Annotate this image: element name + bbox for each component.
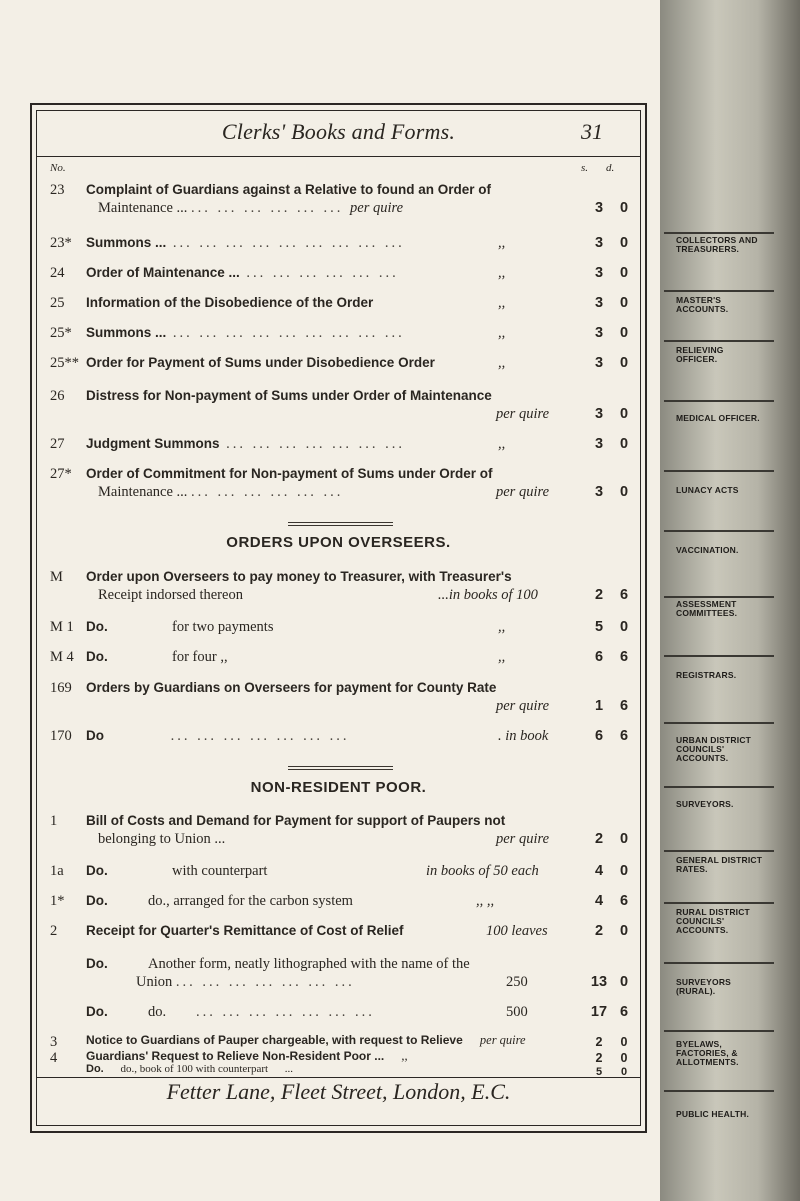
item-number: 25* [50,325,72,341]
item-title-cont: belonging to Union ... [98,831,226,847]
price-pence: 0 [619,974,629,990]
item-number: 23* [50,235,72,251]
item-title: Order of Commitment for Non-payment of Sums under Order of [86,466,493,481]
item-number: 25** [50,355,79,371]
tab-divider [664,470,774,472]
item-title: Do. [86,1004,108,1019]
price-shillings: 3 [594,355,604,371]
price-shillings: 3 [594,436,604,452]
tab-registrars[interactable]: REGISTRARS. [676,670,737,680]
item-qualifier: ,, [498,295,506,311]
price-shillings: 6 [594,649,604,665]
item-title: Receipt for Quarter's Remittance of Cost of Relief [86,923,404,938]
item-title: Complaint of Guardians against a Relative to found an Order of [86,182,492,197]
tab-byelaws[interactable]: BYELAWS, FACTORIES, & ALLOTMENTS. [676,1039,739,1067]
tab-divider [664,962,774,964]
tab-medical-officer[interactable]: MEDICAL OFFICER. [676,413,760,423]
item-qualifier: ,, [498,235,506,251]
tab-divider [664,232,774,234]
item-number: 24 [50,265,65,281]
tab-public-health[interactable]: PUBLIC HEALTH. [676,1109,749,1119]
price-pence: 6 [619,893,629,909]
item-title: Guardians' Request to Relieve Non-Resident Poor ... [86,1049,385,1063]
price-pence: 0 [619,235,629,251]
item-title: Distress for Non-payment of Sums under Order of Maintenance [86,388,492,403]
item-title: Order of Maintenance ... [86,265,240,280]
price-pence: 0 [619,265,629,281]
item-detail: for two payments [172,619,274,635]
price-pence: 0 [620,1051,628,1065]
price-pence: 0 [619,295,629,311]
tab-urban-district-councils[interactable]: URBAN DISTRICT COUNCILS' ACCOUNTS. [676,735,752,763]
item-title: Do. [86,649,108,664]
price-pence: 0 [619,436,629,452]
page-number: 31 [581,119,603,144]
item-qualifier: 500 [506,1004,528,1020]
item-title: Information of the Disobedience of the Order [86,295,374,310]
item-number: M 1 [50,619,74,635]
tab-surveyors-rural[interactable]: SURVEYORS (RURAL). [676,977,732,996]
price-shillings: 5 [595,1066,603,1077]
item-title: Do. [86,1063,104,1075]
item-qualifier: ,, ,, [476,893,495,909]
item-qualifier: ,, [498,649,506,665]
price-pence: 6 [619,587,629,603]
item-number: M 4 [50,649,74,665]
section-rule [288,766,393,767]
tab-divider [664,786,774,788]
item-title: Do. [86,863,108,878]
price-pence: 0 [619,923,629,939]
tab-divider [664,1090,774,1092]
item-number: 3 [50,1034,58,1050]
tab-divider [664,596,774,598]
item-title: Order upon Overseers to pay money to Treasurer, with Treasurer's [86,569,512,584]
tab-masters-accounts[interactable]: MASTER'S ACCOUNTS. [676,295,729,314]
item-title-cont: Maintenance ... [98,200,188,216]
price-shillings: 3 [594,484,604,500]
item-detail: with counterpart [172,863,268,879]
item-qualifier: 250 [506,974,528,990]
price-shillings: 2 [595,1051,603,1065]
price-shillings: 3 [594,325,604,341]
item-detail: for four ,, [172,649,228,665]
item-number: 169 [50,680,72,696]
item-qualifier: ,, [498,355,506,371]
item-number: M [50,569,63,585]
list-item [50,1063,630,1077]
price-pence: 0 [619,619,629,635]
publisher-address: Fetter Lane, Fleet Street, London, E.C. [166,1079,511,1104]
tab-surveyors[interactable]: SURVEYORS. [676,799,734,809]
item-title: Do. [86,893,108,908]
price-pence: 6 [619,728,629,744]
item-number: 27* [50,466,72,482]
price-shillings: 2 [594,587,604,603]
tab-divider [664,530,774,532]
item-qualifier: per quire [496,406,550,422]
price-pence: 6 [619,649,629,665]
tab-collectors[interactable]: COLLECTORS AND TREASURERS. [676,235,758,254]
item-title: Do. [86,956,108,971]
tab-general-district-rates[interactable]: GENERAL DISTRICT RATES. [676,855,763,874]
section-rule [288,525,393,526]
section-rule [288,522,393,523]
item-qualifier: ,, [401,1049,408,1063]
item-title-cont: Union [136,974,173,990]
item-title-cont: Receipt indorsed thereon [98,587,243,603]
price-pence: 0 [619,200,629,216]
item-number: 170 [50,728,72,744]
page-header [36,113,641,155]
catalogue-page: Clerks' Books and Forms. 31 No. s. d. 23 Complaint of Guardians against a Relative to found an Order of Maintenance ... ... ... ... ... ... ... per quire 3 0 23* Summons ... ... ... ... ... ... ... ... ... ... ,, 3 0 24 Order of Maintenance ... ... ... ... ... ... ... ,, 3 0 25 Information of the Disobedience of the Order ,, 3 0 25* Summons ... ... ... ... ... ... ... ... ... ... ,, 3 0 25** Order for Payment of Sums under Disobedience Order ,, 3 0 26 Distress for Non-payment of Sums under Order of Maintenance per quire 3 0 27 Judgment Summons ... ... ... ... ... ... ... ,, 3 0 27* Order of Commitment for Non-payment of Sums under Order of Maintenance ... ... ... ... ... ... ... per quire 3 0 ORDERS UPON OVERSEERS. M Order upon Overseers to pay money to Treasurer, with Treasurer's Receipt indorsed thereon ...in books of 100 2 6 M 1 Do. for two payments ,, 5 0 M 4 Do. for four ,, ,, 6 6 169 Orders by Guardians on Overseers for payment for County Rate per quire 1 6 170 Do ... ... ... ... ... ... ... . in book 6 6 NON-RESIDENT POOR. 1 Bill of Costs and Demand for Payment for support of Paupers not belonging to Union ... per quire 2 0 1a Do. with counterpart in books of 50 each 4 0 1* Do. do., arranged for the carbon system ,, ,, 4 6 2 Receipt for Quarter's Remittance of Cost of Relief 100 leaves 2 0 Do. Another form, neatly lithographed with the name of the Union ... ... ... ... ... ... ... 250 13 0 Do. do. ... ... ... ... ... ... ... 500 17 6 3 Notice to Guardians of Pauper chargeable, with request to Relieve per quire 2 0 4 Guardians' Request to Relieve Non-Resident Poor ... ,, 2 0 Do. do., book of 100 with counterpart ... 5 0 Fetter Lane, Fleet Street, London, E.C. COLLECTORS AND TREASURERS. MASTER'S ACCOUNTS. RELIEVING OFFICER. MEDICAL OFFICER. LUNACY ACTS VACCINATION. ASSESSMENT COMMITTEES. REGISTRARS. URBAN DISTRICT COUNCILS' ACCOUNTS. SURVEYORS. GENERAL DISTRICT RATES. RURAL DISTRICT COUNCILS' ACCOUNTS. SURVEYORS (RURAL). BYELAWS, FACTORIES, & ALLOTMENTS. PUBLIC HEALTH. [0,0,800,1201]
price-shillings: 6 [594,728,604,744]
item-qualifier: ,, [498,436,506,452]
tab-divider [664,340,774,342]
item-number: 1* [50,893,65,909]
item-detail: do., book of 100 with counterpart [120,1063,269,1075]
tab-lunacy-acts[interactable]: LUNACY ACTS [676,485,739,495]
price-shillings: 3 [594,235,604,251]
item-qualifier: per quire [479,1033,526,1047]
item-qualifier: ...in books of 100 [438,587,538,603]
tab-assessment-committees[interactable]: ASSESSMENT COMMITTEES. [676,599,738,618]
item-title: Bill of Costs and Demand for Payment for support of Paupers not [86,813,506,828]
price-shillings: 3 [594,295,604,311]
item-detail: do., arranged for the carbon system [148,893,353,909]
price-shillings: 3 [594,265,604,281]
item-qualifier: ,, [498,265,506,281]
price-shillings: 2 [594,831,604,847]
section-heading-non-resident: NON-RESIDENT POOR. [250,779,427,796]
price-shillings: 4 [594,893,604,909]
price-pence: 6 [619,1004,629,1020]
price-pence: 0 [619,406,629,422]
price-shillings: 13 [590,974,608,990]
tab-divider [664,902,774,904]
price-pence: 6 [619,698,629,714]
price-shillings: 2 [595,1035,603,1049]
tab-divider [664,655,774,657]
item-title-cont: Maintenance ... [98,484,188,500]
price-pence: 0 [619,355,629,371]
price-pence: 0 [620,1066,628,1077]
item-number: 1a [50,863,64,879]
item-qualifier: ... [284,1063,294,1075]
tab-divider [664,290,774,292]
header-rule [36,156,641,157]
item-title: Summons ... [86,325,167,340]
item-qualifier: ,, [498,325,506,341]
item-number: 26 [50,388,65,404]
item-qualifier: per quire [496,698,550,714]
item-detail: Another form, neatly lithographed with the name of the [148,956,470,972]
item-qualifier: ,, [498,619,506,635]
item-number: 27 [50,436,65,452]
tab-rural-district-councils[interactable]: RURAL DISTRICT COUNCILS' ACCOUNTS. [676,907,750,935]
column-head-shillings: s. [581,162,589,174]
price-shillings: 3 [594,200,604,216]
price-shillings: 1 [594,698,604,714]
price-pence: 0 [619,863,629,879]
item-title: Do. [86,619,108,634]
item-detail: do. [148,1004,167,1020]
price-shillings: 5 [594,619,604,635]
price-pence: 0 [619,325,629,341]
section-heading-overseers: ORDERS UPON OVERSEERS. [226,534,451,551]
item-title: Judgment Summons [86,436,220,451]
item-qualifier: per quire [496,831,550,847]
item-title: Notice to Guardians of Pauper chargeable, with request to Relieve [86,1033,463,1047]
column-head-no: No. [50,162,66,174]
tab-divider [664,1030,774,1032]
item-number: 2 [50,923,58,939]
item-title: Order for Payment of Sums under Disobedience Order [86,355,435,370]
tab-vaccination[interactable]: VACCINATION. [676,545,739,555]
tab-divider [664,722,774,724]
page-title: Clerks' Books and Forms. [221,119,456,144]
footer-rule [36,1077,641,1078]
item-qualifier: per quire [496,484,550,500]
item-title: Summons ... [86,235,167,250]
price-shillings: 3 [594,406,604,422]
price-pence: 0 [619,484,629,500]
item-number: 4 [50,1050,58,1066]
price-pence: 0 [620,1035,628,1049]
tab-divider [664,400,774,402]
tab-divider [664,850,774,852]
price-pence: 0 [619,831,629,847]
price-shillings: 2 [594,923,604,939]
item-qualifier: in books of 50 each [426,863,539,879]
item-qualifier: 100 leaves [486,923,548,939]
section-rule [288,769,393,770]
item-number: 25 [50,295,65,311]
column-head-pence: d. [606,162,615,174]
item-qualifier: per quire [350,200,404,216]
price-shillings: 4 [594,863,604,879]
item-number: 1 [50,813,58,829]
tab-relieving-officer[interactable]: RELIEVING OFFICER. [676,345,724,364]
item-qualifier: . in book [498,728,549,744]
item-title: Do [86,728,104,743]
price-shillings: 17 [590,1004,608,1020]
item-title: Orders by Guardians on Overseers for payment for County Rate [86,680,497,695]
item-number: 23 [50,182,65,198]
